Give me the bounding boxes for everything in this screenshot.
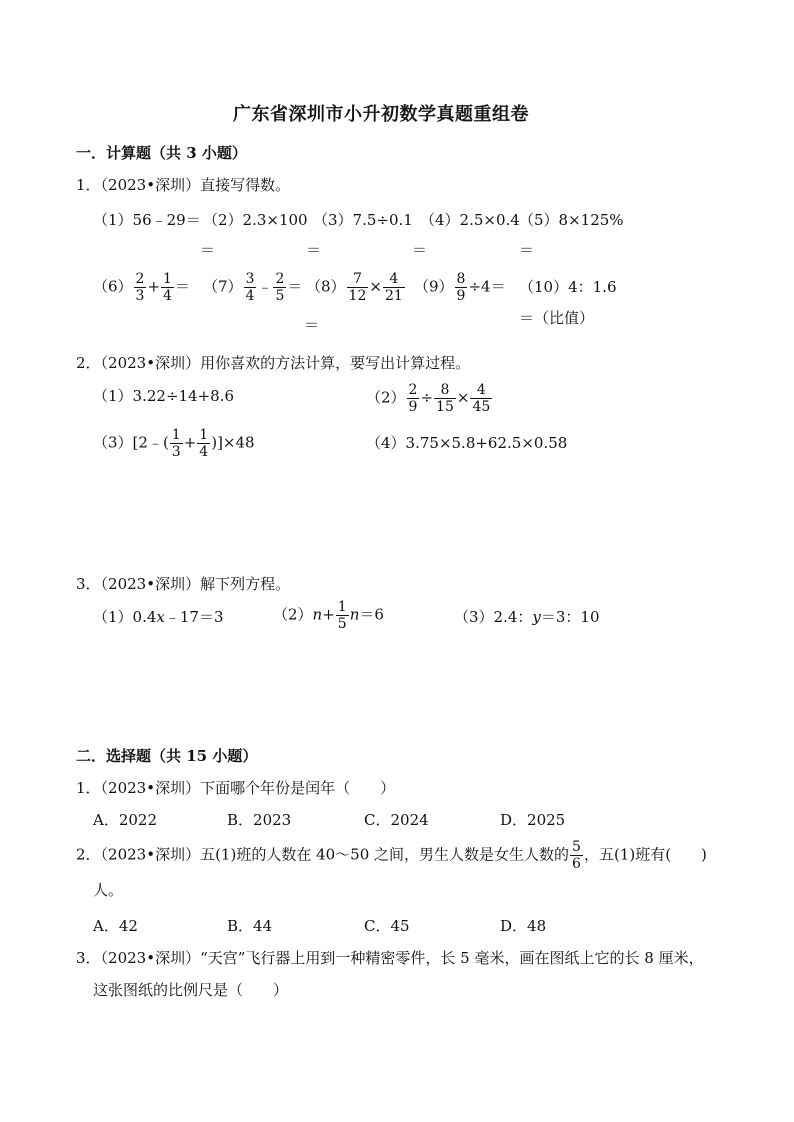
q3-item-2: （2）n+ $\frac{1}{5}$ n＝6 bbox=[273, 599, 384, 632]
q2-item-4: （4）3.75×5.8+62.5×0.58 bbox=[366, 434, 568, 452]
q2-item-3: （3）[2﹣( $\frac{1}{3}$ + $\frac{1}{4}$ )]×48 bbox=[93, 427, 255, 460]
fraction: $\frac{1}{4}$ bbox=[163, 271, 172, 304]
q1-item-2-equals: ＝ bbox=[200, 241, 216, 259]
choice-question-2-stem-line2: 人。 bbox=[93, 881, 124, 899]
choice-question-2-stem: 2．（2023•深圳）五(1)班的人数在 40～50 之间，男生人数是女生人数的 $\frac{5}{6}$ ，五(1)班有( ) bbox=[76, 839, 707, 872]
q1-item-2: （2）2.3×100 bbox=[203, 211, 308, 229]
fraction: $\frac{8}{9}$ bbox=[456, 271, 466, 304]
q1-item-10-line1: （10）4：1.6 bbox=[519, 278, 617, 296]
q1-item-6: （6） $\frac{2}{3}$ + $\frac{1}{4}$ ＝ bbox=[93, 271, 190, 304]
section-heading-calculation: 一．计算题（共 3 小题） bbox=[76, 144, 247, 162]
fraction: $\frac{5}{6}$ bbox=[572, 839, 581, 872]
fraction: $\frac{1}{4}$ bbox=[199, 427, 209, 460]
choice-question-1-stem: 1．（2023•深圳）下面哪个年份是闰年（ ） bbox=[76, 779, 396, 797]
question-1-stem: 1．（2023•深圳）直接写得数。 bbox=[76, 176, 291, 194]
choice-q2-option-b: B．44 bbox=[227, 917, 273, 935]
fraction: $\frac{3}{4}$ bbox=[245, 271, 255, 304]
fraction: $\frac{2}{3}$ bbox=[135, 271, 145, 304]
q1-item-1: （1）56﹣29＝ bbox=[93, 211, 201, 229]
fraction: $\frac{8}{15}$ bbox=[436, 382, 454, 415]
section-heading-choice: 二．选择题（共 15 小题） bbox=[76, 747, 258, 765]
q3-item-3: （3）2.4：y＝3：10 bbox=[454, 608, 600, 626]
q1-item-9: （9） $\frac{8}{9}$ ÷4＝ bbox=[414, 271, 506, 304]
fraction: $\frac{7}{12}$ bbox=[348, 271, 367, 304]
fraction: $\frac{4}{45}$ bbox=[472, 382, 491, 415]
question-2-stem: 2．（2023•深圳）用你喜欢的方法计算，要写出计算过程。 bbox=[76, 354, 471, 372]
q1-item-4-equals: ＝ bbox=[412, 241, 428, 259]
fraction: $\frac{2}{9}$ bbox=[408, 382, 418, 415]
q1-item-7: （7） $\frac{3}{4}$ ﹣ $\frac{2}{5}$ ＝ bbox=[203, 271, 303, 304]
q1-item-5: （5）8×125% bbox=[519, 211, 624, 229]
fraction: $\frac{1}{3}$ bbox=[171, 427, 181, 460]
page-title: 广东省深圳市小升初数学真题重组卷 bbox=[233, 104, 529, 125]
choice-q2-option-c: C．45 bbox=[364, 917, 410, 935]
choice-q2-option-d: D．48 bbox=[500, 917, 547, 935]
choice-question-3-stem: 3．（2023•深圳）“天宫”飞行器上用到一种精密零件，长 5 毫米，画在图纸上它的长 8 厘米， bbox=[76, 949, 704, 967]
choice-q1-option-a: A．2022 bbox=[93, 811, 158, 829]
choice-q1-option-b: B．2023 bbox=[227, 811, 292, 829]
q2-item-2: （2） $\frac{2}{9}$ ÷ $\frac{8}{15}$ × $\frac{4}{45}$ bbox=[366, 382, 491, 415]
q3-item-1: （1）0.4x﹣17＝3 bbox=[93, 608, 224, 626]
q1-item-3: （3）7.5÷0.1 bbox=[313, 211, 413, 229]
choice-q1-option-c: C．2024 bbox=[364, 811, 429, 829]
q1-item-8-equals: ＝ bbox=[304, 316, 320, 334]
q2-item-1: （1）3.22÷14+8.6 bbox=[93, 387, 235, 405]
fraction: $\frac{1}{5}$ bbox=[337, 599, 347, 632]
choice-q1-option-d: D．2025 bbox=[500, 811, 566, 829]
q1-item-8: （8） $\frac{7}{12}$ × $\frac{4}{21}$ bbox=[306, 271, 403, 304]
fraction: $\frac{2}{5}$ bbox=[275, 271, 285, 304]
fraction: $\frac{4}{21}$ bbox=[384, 271, 403, 304]
choice-question-3-stem-line2: 这张图纸的比例尺是（ ） bbox=[93, 981, 289, 999]
question-3-stem: 3．（2023•深圳）解下列方程。 bbox=[76, 575, 291, 593]
q1-item-5-equals: ＝ bbox=[519, 241, 535, 259]
q1-item-3-equals: ＝ bbox=[306, 241, 322, 259]
q1-item-4: （4）2.5×0.4 bbox=[420, 211, 520, 229]
q1-item-10-line2: ＝（比值） bbox=[519, 309, 595, 327]
choice-q2-option-a: A．42 bbox=[93, 917, 138, 935]
